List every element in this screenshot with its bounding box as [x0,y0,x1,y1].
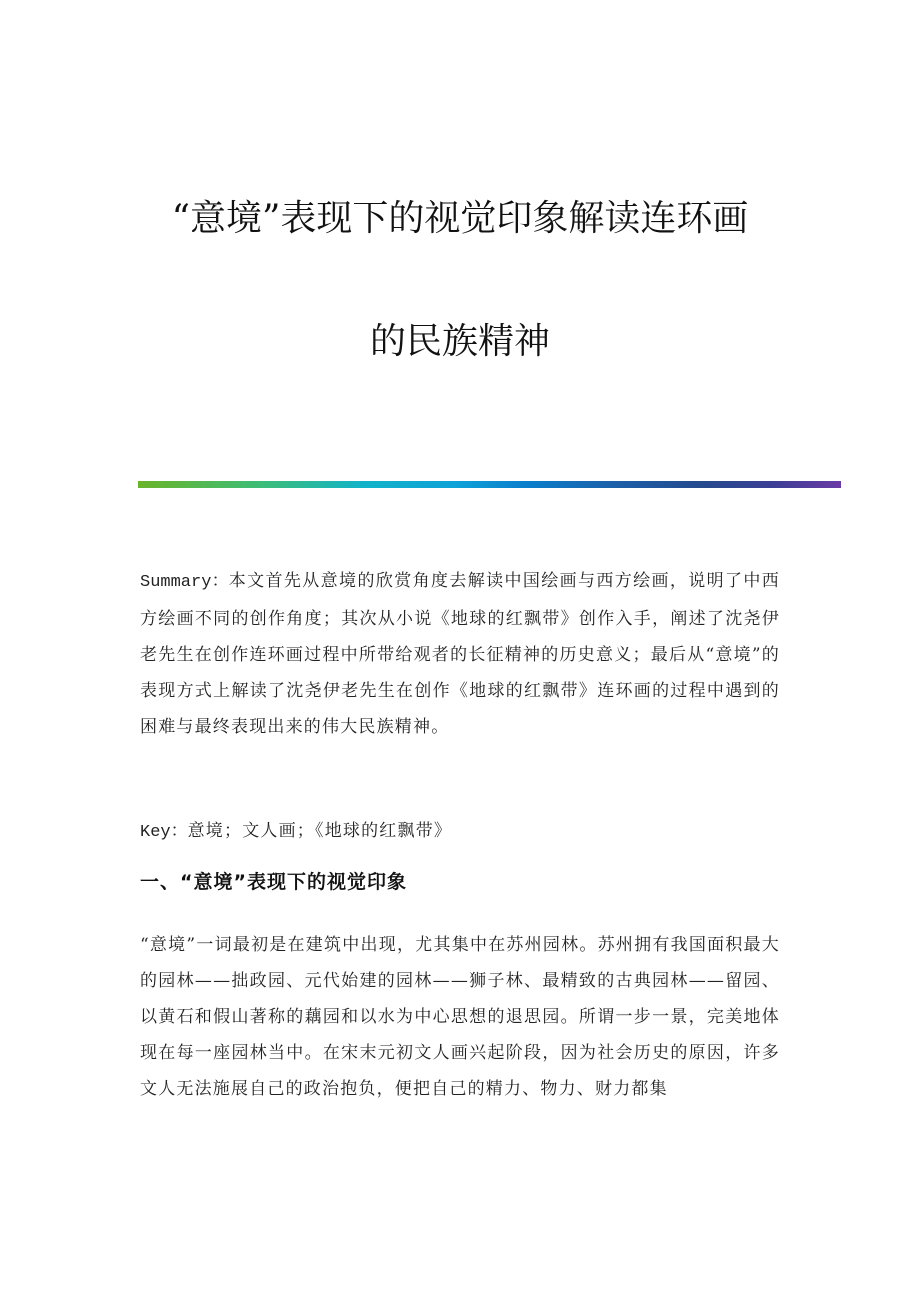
gradient-divider [138,481,841,488]
section-paragraph: “意境”一词最初是在建筑中出现，尤其集中在苏州园林。苏州拥有我国面积最大的园林——拙政园、元代始建的园林——狮子林、最精致的古典园林——留园、以黄石和假山著称的藕园和以水为中心思想的退思园。所谓一步一景，完美地体现在每一座园林当中。在宋末元初文人画兴起阶段，因为社会历史的原因，许多文人无法施展自己的政治抱负，便把自己的精力、物力、财力都集 [140,935,780,1099]
document-title-line-1: “意境”表现下的视觉印象解读连环画 [171,198,749,239]
document-title-line-2: 的民族精神 [369,321,550,362]
summary-text: 本文首先从意境的欣赏角度去解读中国绘画与西方绘画，说明了中西方绘画不同的创作角度；其次从小说《地球的红飘带》创作入手，阐述了沈尧伊老先生在创作连环画过程中所带给观者的长征精神的历史意义；最后从“意境”的表现方式上解读了沈尧伊老先生在创作《地球的红飘带》连环画的过程中遇到的困难与最终表现出来的伟大民族精神。 [140,571,780,737]
summary-paragraph [140,563,780,745]
keywords-text: 意境；文人画；《地球的红飘带》 [187,821,453,841]
keywords-label: Key： [140,823,188,842]
keywords-line [140,813,780,851]
summary-label: Summary： [140,573,229,592]
section-heading: 一、“意境”表现下的视觉印象 [140,871,407,893]
